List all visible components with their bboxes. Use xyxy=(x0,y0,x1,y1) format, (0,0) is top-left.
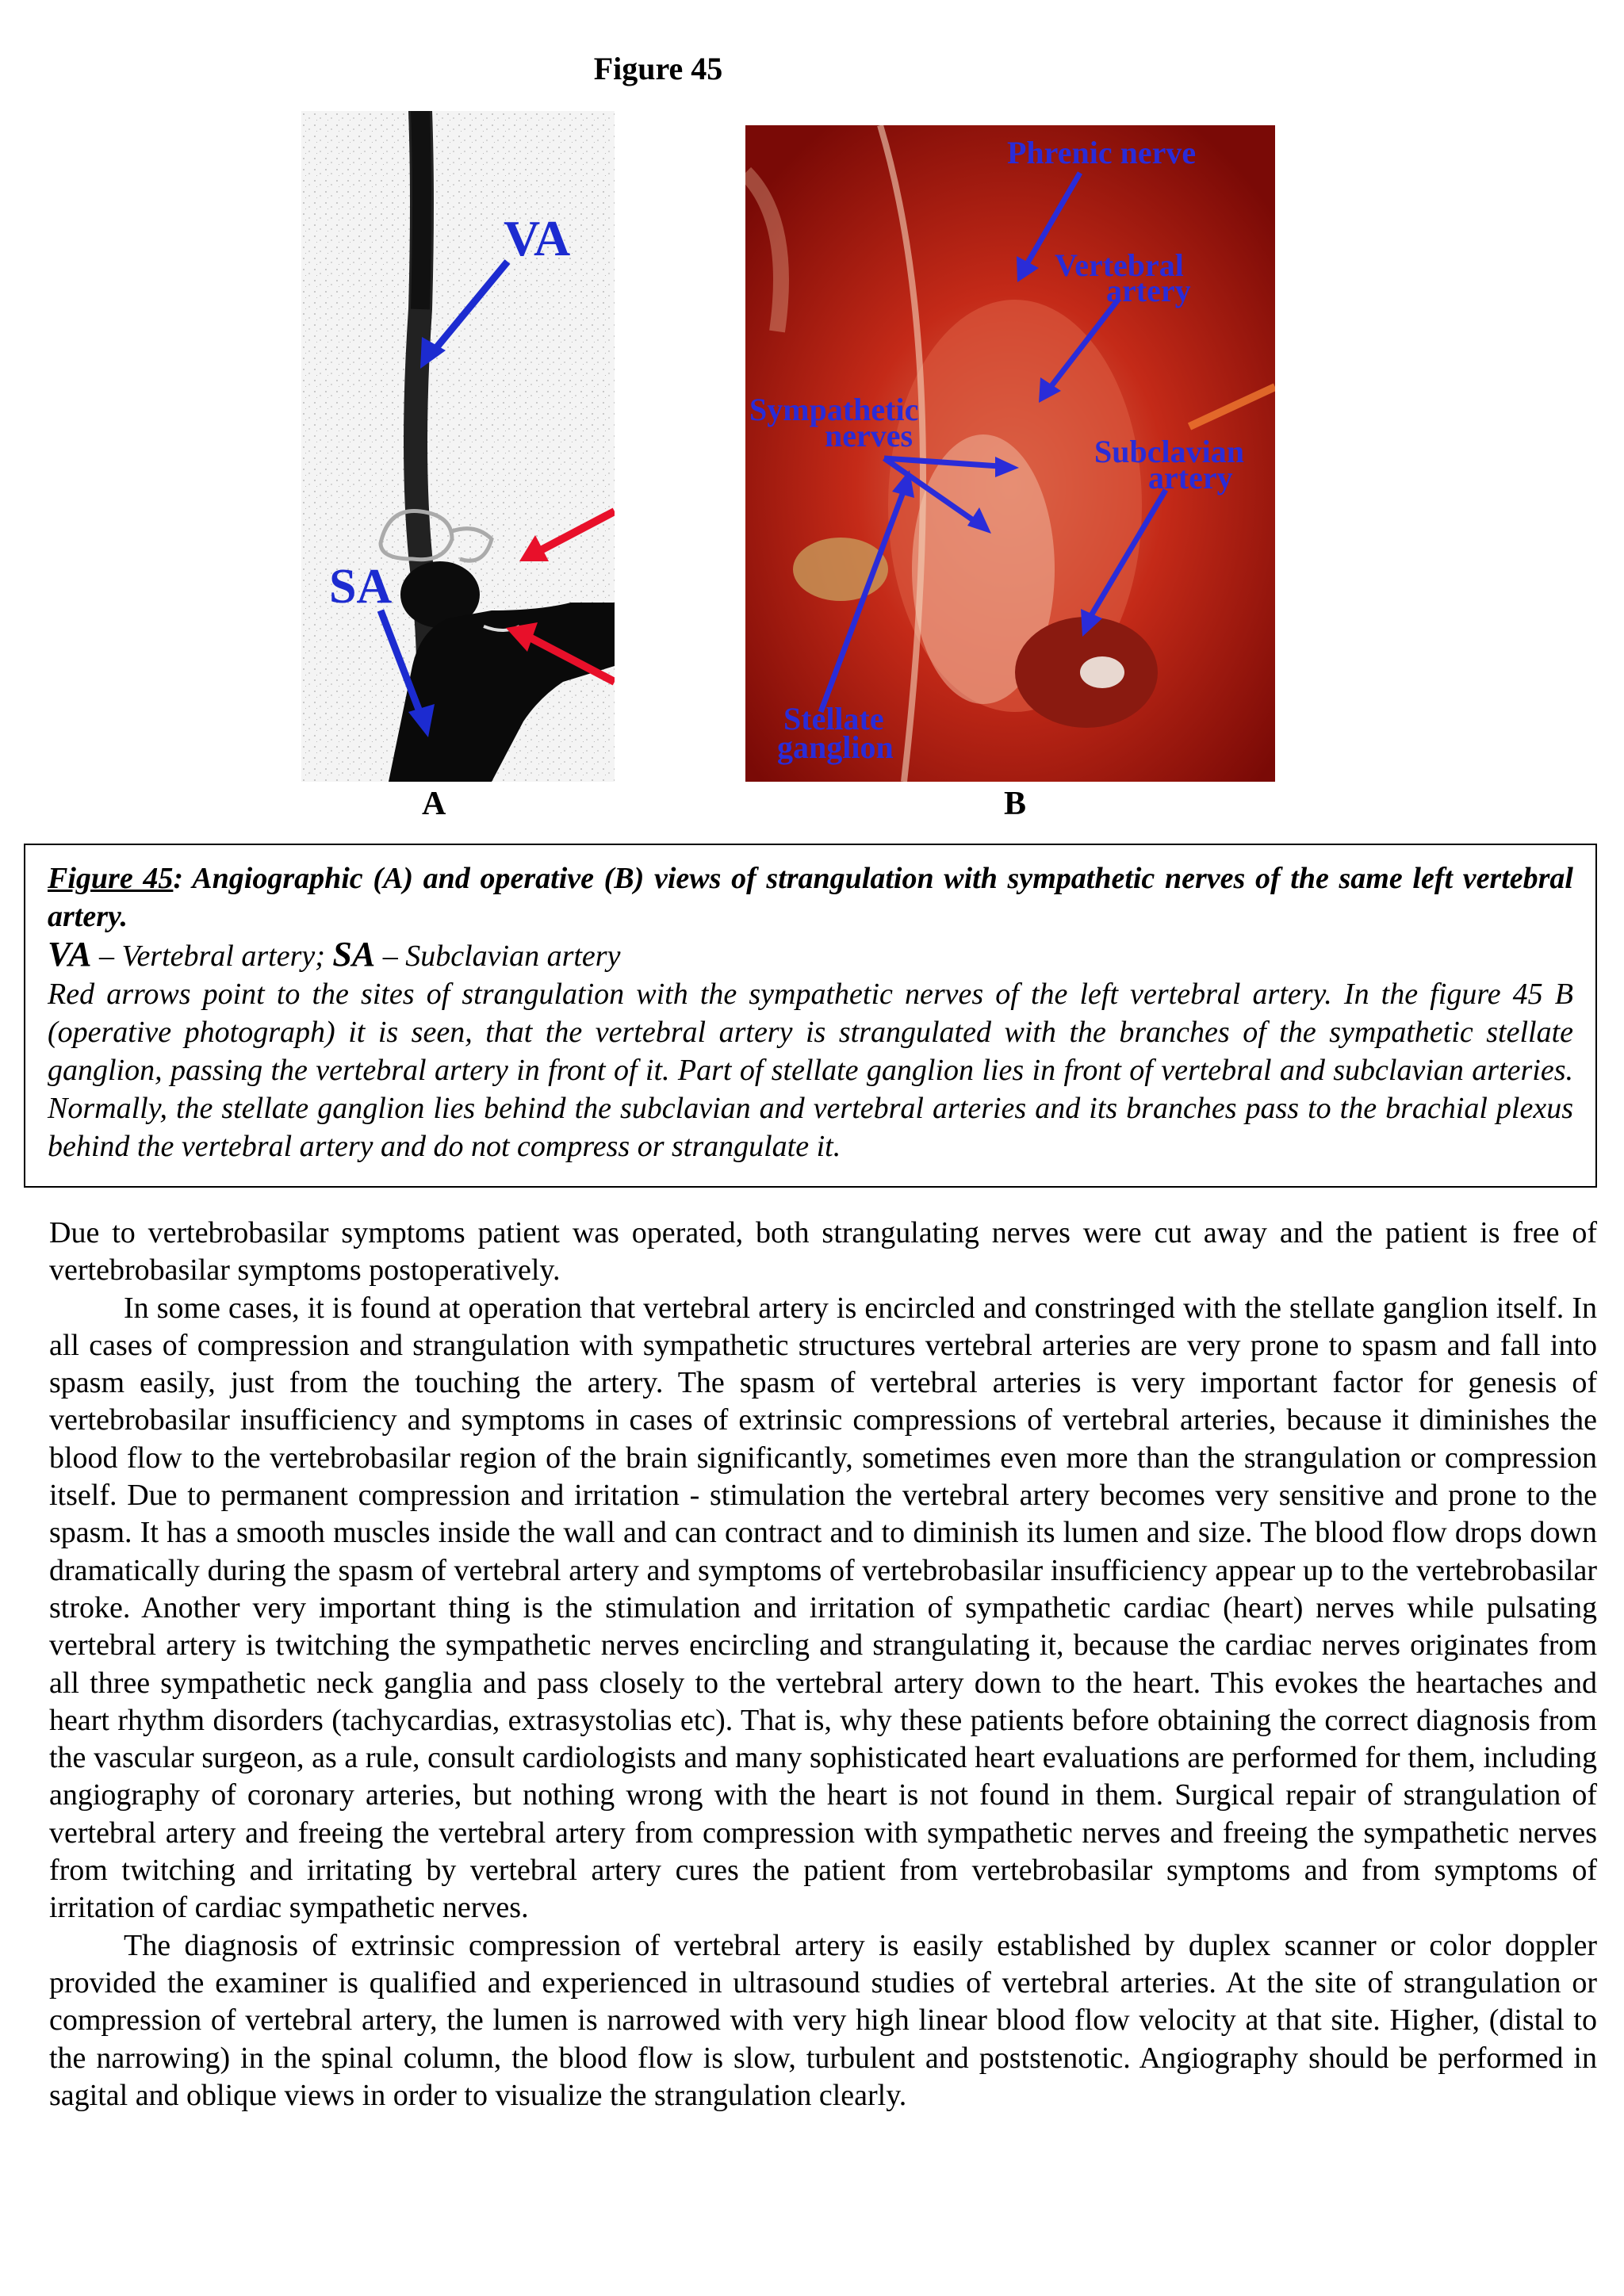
caption-va-abbr: VA xyxy=(48,935,92,974)
angiogram-drawing xyxy=(301,111,615,782)
stellate-ganglion-label-2: ganglion xyxy=(777,729,894,765)
caption-abbreviations xyxy=(48,936,1573,975)
figure-caption xyxy=(24,844,1597,1188)
caption-title: Angiographic (A) and operative (B) views of strangulation with sympathetic nerves of the same left vertebral artery. xyxy=(48,862,1573,933)
body-paragraph-2: In some cases, it is found at operation that vertebral artery is encircled and constringed with the stellate ganglion itself. In all cases of compression and strangulation with sympathetic structures vertebral arteries are very prone to spasm and fall into spasm easily, just from the touching the artery. The spasm of vertebral arteries is very important factor for genesis of vertebrobasilar insufficiency and symptoms in cases of extrinsic compressions of vertebral arteries, because it diminishes the blood flow to the vertebrobasilar region of the brain significantly, sometimes even more than the strangulation or compression itself. Due to permanent compression and irritation - stimulation the vertebral artery becomes very sensitive and prone to the spasm. It has a smooth muscles inside the wall and can contract and to diminish its lumen and size. The blood flow drops down dramatically during the spasm of vertebral artery and symptoms of vertebrobasilar insufficiency appear up to the vertebrobasilar stroke. Another very important thing is the stimulation and irritation of sympathetic cardiac (heart) nerves while pulsating vertebral artery is twitching the sympathetic nerves encircling and strangulating it, because the cardiac nerves originates from all three sympathetic neck ganglia and pass closely to the vertebral artery down to the heart. This evokes the heartaches and heart rhythm disorders (tachycardias, extrasystolias etc). That is, why these patients before obtaining the correct diagnosis from the vascular surgeon, as a rule, consult cardiologists and many sophisticated heart evaluations are performed for them, including angiography of coronary arteries, but nothing wrong with the heart is not found in them. Surgical repair of strangulation of vertebral artery and freeing the vertebral artery from compression with sympathetic nerves and freeing the sympathetic nerves from twitching and irritating by vertebral artery cures the patient from vertebrobasilar symptoms and from symptoms of irritation of cardiac sympathetic nerves. xyxy=(49,1291,1597,1925)
stellate-ganglion-label-1: Stellate xyxy=(783,701,884,737)
subclavian-artery-label-1: Subclavian xyxy=(1094,434,1244,469)
body-paragraph-1: Due to vertebrobasilar symptoms patient was operated, both strangulating nerves were cut away and the patient is free of vertebrobasilar symptoms postoperatively. xyxy=(49,1216,1597,1288)
operative-photograph xyxy=(745,125,1275,782)
figure-title: Figure 45 xyxy=(593,51,723,86)
angiogram-image xyxy=(301,111,615,782)
phrenic-nerve-label: Phrenic nerve xyxy=(1007,135,1197,170)
caption-sa-text: – Subclavian artery xyxy=(375,939,621,973)
operative-drawing xyxy=(745,125,1275,782)
caption-heading xyxy=(48,859,1573,936)
sympathetic-nerves-label-2: nerves xyxy=(825,418,914,453)
body-paragraph-3: The diagnosis of extrinsic compression of vertebral artery is easily established by duplex scanner or color doppler provided the examiner is qualified and experienced in ultrasound studies of vertebral arteries. At the site of strangulation or compression of vertebral artery, the lumen is narrowed with very high linear blood flow velocity at that site. Higher, (distal to the narrowing) in the spinal column, the blood flow is slow, turbulent and poststenotic. Angiography should be performed in sagital and oblique views in order to visualize the strangulation clearly. xyxy=(49,1928,1597,2112)
caption-figure-label: Figure 45 xyxy=(48,862,174,895)
va-label: VA xyxy=(504,210,571,266)
caption-sa-abbr: SA xyxy=(332,935,376,974)
vertebral-artery-label-1: Vertebral xyxy=(1055,247,1184,283)
caption-va-text: – Vertebral artery; xyxy=(91,939,333,973)
vertebral-artery-label-2: artery xyxy=(1106,273,1191,308)
subclavian-artery-label-2: artery xyxy=(1148,460,1233,496)
sympathetic-nerves-label-1: Sympathetic xyxy=(749,392,919,427)
body-text xyxy=(49,1215,1597,2114)
sa-label: SA xyxy=(329,560,393,614)
caption-label-separator: : xyxy=(173,862,184,895)
panel-a-letter: A xyxy=(422,786,446,822)
panel-b-letter: B xyxy=(1004,786,1027,822)
caption-description: Red arrows point to the sites of strangulation with the sympathetic nerves of the left vertebral artery. In the figure 45 B (operative photograph) it is seen, that the vertebral artery is strangulated with the branches of the sympathetic stellate ganglion, passing the vertebral artery in front of it. Part of stellate ganglion lies in front of vertebral and subclavian arteries. Normally, the stellate ganglion lies behind the subclavian and vertebral arteries and its branches pass to the brachial plexus behind the vertebral artery and do not compress or strangulate it. xyxy=(48,978,1573,1163)
